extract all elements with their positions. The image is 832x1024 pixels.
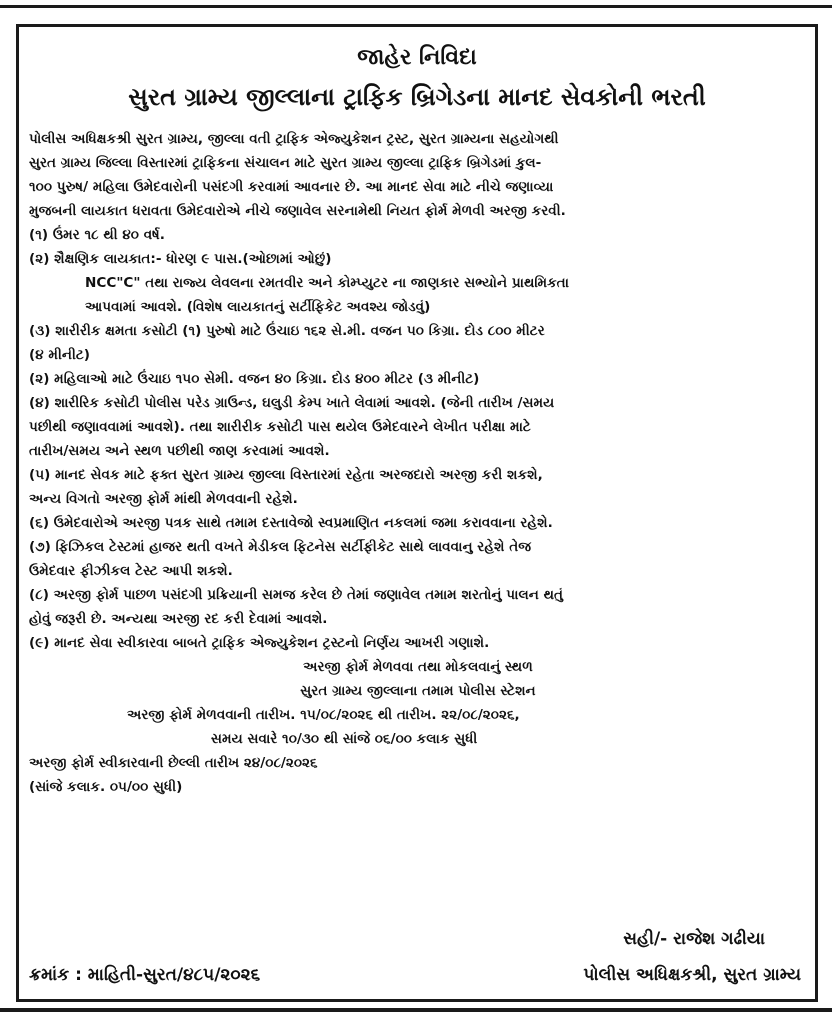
condition-residence: (૫) માનદ સેવક માટે ફક્ત સુરત ગ્રામ્ય જીલ્લા વિસ્તારમાં રહેતા અરજદારો અરજી કરી શકશે, <box>29 467 543 483</box>
intro-line: સુરત ગ્રામ્ય જિલ્લા વિસ્તારમાં ટ્રાફિકના સંચાલન માટે સુરત ગ્રામ્ય જીલ્લા ટ્રાફિક બ્રિગેડમાં કુલ- <box>29 155 542 171</box>
condition-documents: (૬) ઉમેદવારોએ અરજી પત્રક સાથે તમામ દસ્તાવેજો સ્વપ્રમાણિત નકલમાં જમા કરાવવાના રહેશે. <box>29 515 553 531</box>
condition-test-venue: (૪) શારીરિક કસોટી પોલીસ પરેડ ગ્રાઉન્ડ, ઘલુડી કેમ્પ ખાતે લેવામાં આવશે. (જેની તારીખ /સમય <box>29 395 555 411</box>
notice-body <box>29 127 807 799</box>
condition-medical-cont: ઉમેદવાર ફીઝીકલ ટેસ્ટ આપી શકશે. <box>29 563 233 579</box>
intro-line: પોલીસ અધિક્ષકશ્રી સુરત ગ્રામ્ય, જીલ્લા વતી ટ્રાફિક એજ્યુકેશન ટ્રસ્ટ, સુરત ગ્રામ્યના સહયોગથી <box>29 131 559 147</box>
condition-test-venue-cont: પછીથી જણાવવામાં આવશે). તથા શારીરીક કસોટી પાસ થયેલ ઉમેદવારને લેખીત પરીક્ષા માટે <box>29 419 531 435</box>
condition-test-venue-cont: તારીખ/સમય અને સ્થળ પછીથી જાણ કરવામાં આવશે. <box>29 443 330 459</box>
venue: સુરત ગ્રામ્ય જીલ્લાના તમામ પોલીસ સ્ટેશન <box>300 683 536 699</box>
notice-subtitle: સુરત ગ્રામ્ય જીલ્લાના ટ્રાફિક બ્રિગેડના માનદ સેવકોની ભરતી <box>128 83 706 111</box>
condition-age: (૧) ઉંમર ૧૮ થી ૪૦ વર્ષ. <box>29 227 165 243</box>
condition-education-priority: NCC"C" તથા રાજ્ય લેવલના રમતવીર અને કોમ્પ્યુટર ના જાણકાર સભ્યોને પ્રાથમિકતા <box>85 275 570 291</box>
condition-medical: (૭) ફિઝિકલ ટેસ્ટમાં હાજર થતી વખતે મેડીકલ ફિટનેસ સર્ટીફીકેટ સાથે લાવવાનુ રહેશે તેજ <box>29 539 532 555</box>
signature: સહી/- રાજેશ ગઢીયા <box>623 929 765 949</box>
notice-title: જાહેર નિવિદા <box>357 45 477 70</box>
condition-selection-terms-cont: હોવું જરૂરી છે. અન્યથા અરજી રદ કરી દેવામાં આવશે. <box>29 611 328 627</box>
condition-education-certificate: આપવામાં આવશે. (વિશેષ લાયકાતનું સર્ટીફિકેટ અવશ્ય જોડવું) <box>85 299 431 315</box>
last-time: (સાંજે કલાક. ૦૫/૦૦ સુધી) <box>29 779 183 795</box>
condition-residence-cont: અન્ય વિગતો અરજી ફોર્મ માંથી મેળવવાની રહેશે. <box>29 491 298 507</box>
last-date: અરજી ફોર્મ સ્વીકારવાની છેલ્લી તારીખ ૨૪/૦૮/૨૦૨૬ <box>29 755 318 771</box>
form-dates: અરજી ફોર્મ મેળવવાની તારીખ. ૧૫/૦૮/૨૦૨૬ થી તારીખ. ૨૨/૦૮/૨૦૨૬, <box>127 707 520 723</box>
previous-notice-border <box>0 0 832 8</box>
form-time: સમય સવારે ૧૦/૩૦ થી સાંજે ૦૬/૦૦ કલાક સુધી <box>211 731 478 747</box>
intro-line: ૧૦૦ પુરુષ/ મહિલા ઉમેદવારોની પસંદગી કરવામાં આવનાર છે. આ માનદ સેવા માટે નીચે જણાવ્યા <box>29 179 554 195</box>
condition-physical-women: (૨) મહિલાઓ માટે ઉંચાઇ ૧૫૦ સેમી. વજન ૪૦ કિગ્રા. દોડ ૪૦૦ મીટર (૩ મીનીટ) <box>29 371 480 387</box>
condition-selection-terms: (૮) અરજી ફોર્મ પાછળ પસંદગી પ્રક્રિયાની સમજ કરેલ છે તેમાં જણાવેલ તમામ શરતોનું પાલન થતું <box>29 587 564 603</box>
intro-line: મુજબની લાયકાત ધરાવતા ઉમેદવારોએ નીચે જણાવેલ સરનામેથી નિયત ફોર્મ મેળવી અરજી કરવી. <box>29 203 566 219</box>
venue-heading: અરજી ફોર્મ મેળવવા તથા મોકલવાનું સ્થળ <box>303 659 533 675</box>
condition-physical-men: (૩) શારીરીક ક્ષમતા કસોટી (૧) પુરુષો માટે ઉંચાઇ ૧૬૨ સે.મી. વજન ૫૦ કિગ્રા. દોડ ૮૦૦ મીટર <box>29 323 545 339</box>
public-notice <box>16 24 818 1002</box>
signatory-designation: પોલીસ અધિક્ષકશ્રી, સુરત ગ્રામ્ય <box>583 965 801 985</box>
condition-education: (૨) શૈક્ષણિક લાયકાત:- ધોરણ ૯ પાસ.(ઓછામાં ઓછું) <box>29 251 332 267</box>
condition-physical-men-time: (૪ મીનીટ) <box>29 347 90 363</box>
condition-final-decision: (૯) માનદ સેવા સ્વીકારવા બાબતે ટ્રાફિક એજ્યુકેશન ટ્રસ્ટનો નિર્ણય આખરી ગણાશે. <box>29 635 490 651</box>
next-notice-border <box>0 1008 832 1024</box>
reference-number: ક્રમાંક : માહિતી-સુરત/૪૮૫/૨૦૨૬ <box>29 965 261 985</box>
